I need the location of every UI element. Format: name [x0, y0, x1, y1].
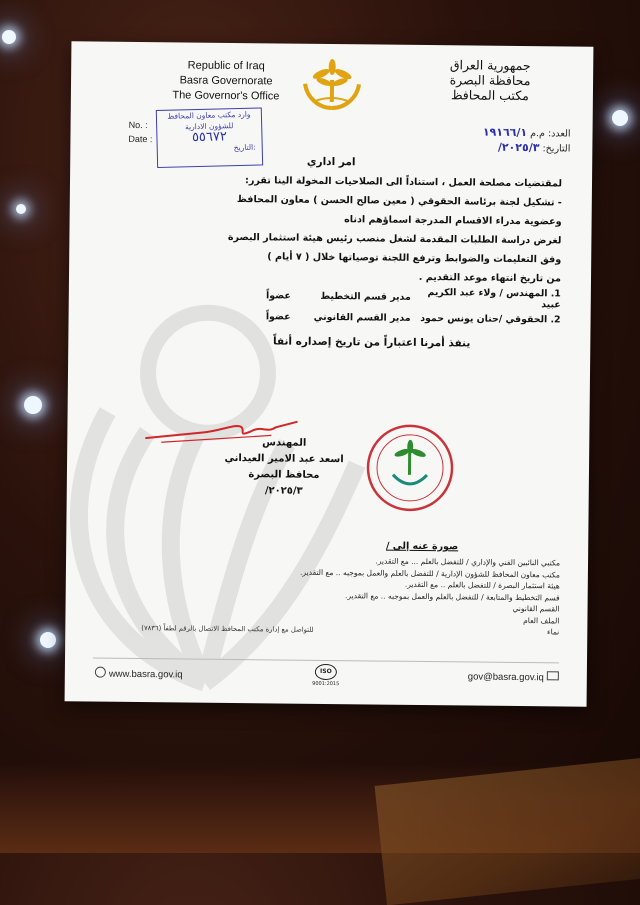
copies-to-title: صورة عنه إلى / — [385, 540, 459, 553]
office-name-ar: مكتب المحافظ — [450, 87, 529, 104]
cc-item: قسم التخطيط والمتابعة / للتفضل بالعلم والعمل بموجبه .. مع التقدير. — [345, 590, 560, 602]
date-label-ar: التاريخ: — [542, 143, 571, 155]
header-english — [151, 58, 301, 105]
document-number: ١٩١٦٦/١ — [482, 125, 528, 140]
member-name: 1. المهندس / ولاء عبد الكريم عبيد — [427, 286, 561, 310]
stamp-date-label: التاريخ: — [233, 142, 256, 153]
order-body — [109, 170, 562, 289]
document-date: ٢٠٢٥/٣/ — [497, 140, 540, 155]
stamp-department-line: للشؤون الادارية — [184, 121, 234, 132]
stamp-number: ٥٥٦٧٢ — [191, 129, 228, 146]
website-link[interactable]: www.basra.gov.iq — [108, 668, 183, 681]
document-page — [65, 41, 594, 706]
member-role: مدير قسم التخطيط — [320, 290, 411, 303]
signatory-position: محافظ البصرة — [248, 469, 320, 481]
ceiling-light-reflection — [40, 632, 56, 648]
footer-email — [468, 670, 559, 683]
contact-note: للتواصل مع إدارة مكتب المحافظ الاتصال بالرقم لطفاً (٧٨٣٦) — [141, 624, 314, 634]
document-title: امر اداري — [306, 155, 356, 169]
member-name: 2. الحقوقي /حنان يونس حمود — [420, 312, 561, 326]
ceiling-light-reflection — [2, 30, 16, 44]
signatory-title: المهندس — [262, 437, 307, 449]
ceiling-light-reflection — [24, 396, 42, 414]
cc-item: الملف العام — [523, 615, 560, 625]
country-name-ar: جمهورية العراق — [449, 57, 531, 74]
ceiling-light-reflection — [612, 110, 628, 126]
date-label: Date : — [128, 133, 153, 145]
email-link[interactable]: gov@basra.gov.iq — [467, 671, 544, 684]
signature-block — [199, 435, 370, 501]
number-label: No. : — [128, 119, 148, 131]
governorate-name-ar: محافظة البصرة — [449, 72, 531, 89]
mail-icon — [547, 671, 559, 680]
cc-item: مكتبي النائبين الفني والإداري / للتفضل بالعلم ... مع التقدير. — [375, 556, 561, 568]
body-line: - تشكيل لجنة برئاسة الحقوقي ( معين صالح الحسن ) معاون المحافظ — [236, 194, 562, 209]
number-label-ar: العدد: م.م — [530, 128, 571, 140]
reference-arabic — [483, 126, 571, 157]
iso-code: 9001:2015 — [312, 680, 340, 688]
cc-item: هيئة استثمار البصرة / للتفضل بالعلم .. مع التقدير. — [404, 579, 560, 591]
iso-certification — [309, 664, 343, 687]
cc-item: القسم القانوني — [512, 603, 560, 614]
cc-item: مكتب معاون المحافظ للشؤون الإدارية / للتفضل بالعلم والعمل بموجبه .. مع التقدير. — [300, 567, 560, 579]
signature-date: ٢٠٢٥/٣/ — [264, 485, 303, 497]
country-name-en: Republic of Iraq — [187, 59, 265, 73]
body-line: لمقتضيات مصلحة العمل ، استناداً الى الصلاحيات المخولة الينا تقرر: — [244, 175, 563, 190]
governorate-name-en: Basra Governorate — [179, 74, 273, 88]
basra-logo-icon — [299, 58, 366, 115]
body-line: من تاريخ انتهاء موعد التقديم . — [418, 271, 562, 285]
ceiling-light-reflection — [16, 204, 26, 214]
body-line: وفق التعليمات والضوابط وترفع اللجنة توصياتها خلال ( ٧ أيام ) — [267, 251, 562, 266]
official-seal-icon — [363, 422, 458, 513]
member-status: عضواً — [265, 311, 291, 323]
body-line: وعضوية مدراء الاقسام المدرجة اسماؤهم ادناه — [344, 214, 562, 228]
committee-members — [108, 284, 560, 331]
office-name-en: The Governor's Office — [172, 89, 280, 103]
closing-statement: ينفذ أمرنا اعتباراً من تاريخ إصداره أنفاً — [272, 335, 471, 350]
footer-website — [95, 667, 183, 681]
body-line: لغرض دراسة الطلبات المقدمة لشغل منصب رئيس هيئة استثمار البصرة — [227, 231, 562, 247]
cc-item: نماء — [547, 627, 560, 637]
member-role: مدير القسم القانوني — [313, 311, 411, 324]
iso-logo-icon: ISO — [315, 664, 337, 680]
header-arabic — [415, 57, 565, 104]
stamp-office-line: وارد مكتب معاون المحافظ — [167, 109, 251, 121]
signatory-name: اسعد عبد الامير العيداني — [224, 452, 344, 466]
member-status: عضواً — [266, 290, 291, 302]
globe-icon — [95, 667, 106, 678]
reference-labels-en — [128, 118, 152, 146]
